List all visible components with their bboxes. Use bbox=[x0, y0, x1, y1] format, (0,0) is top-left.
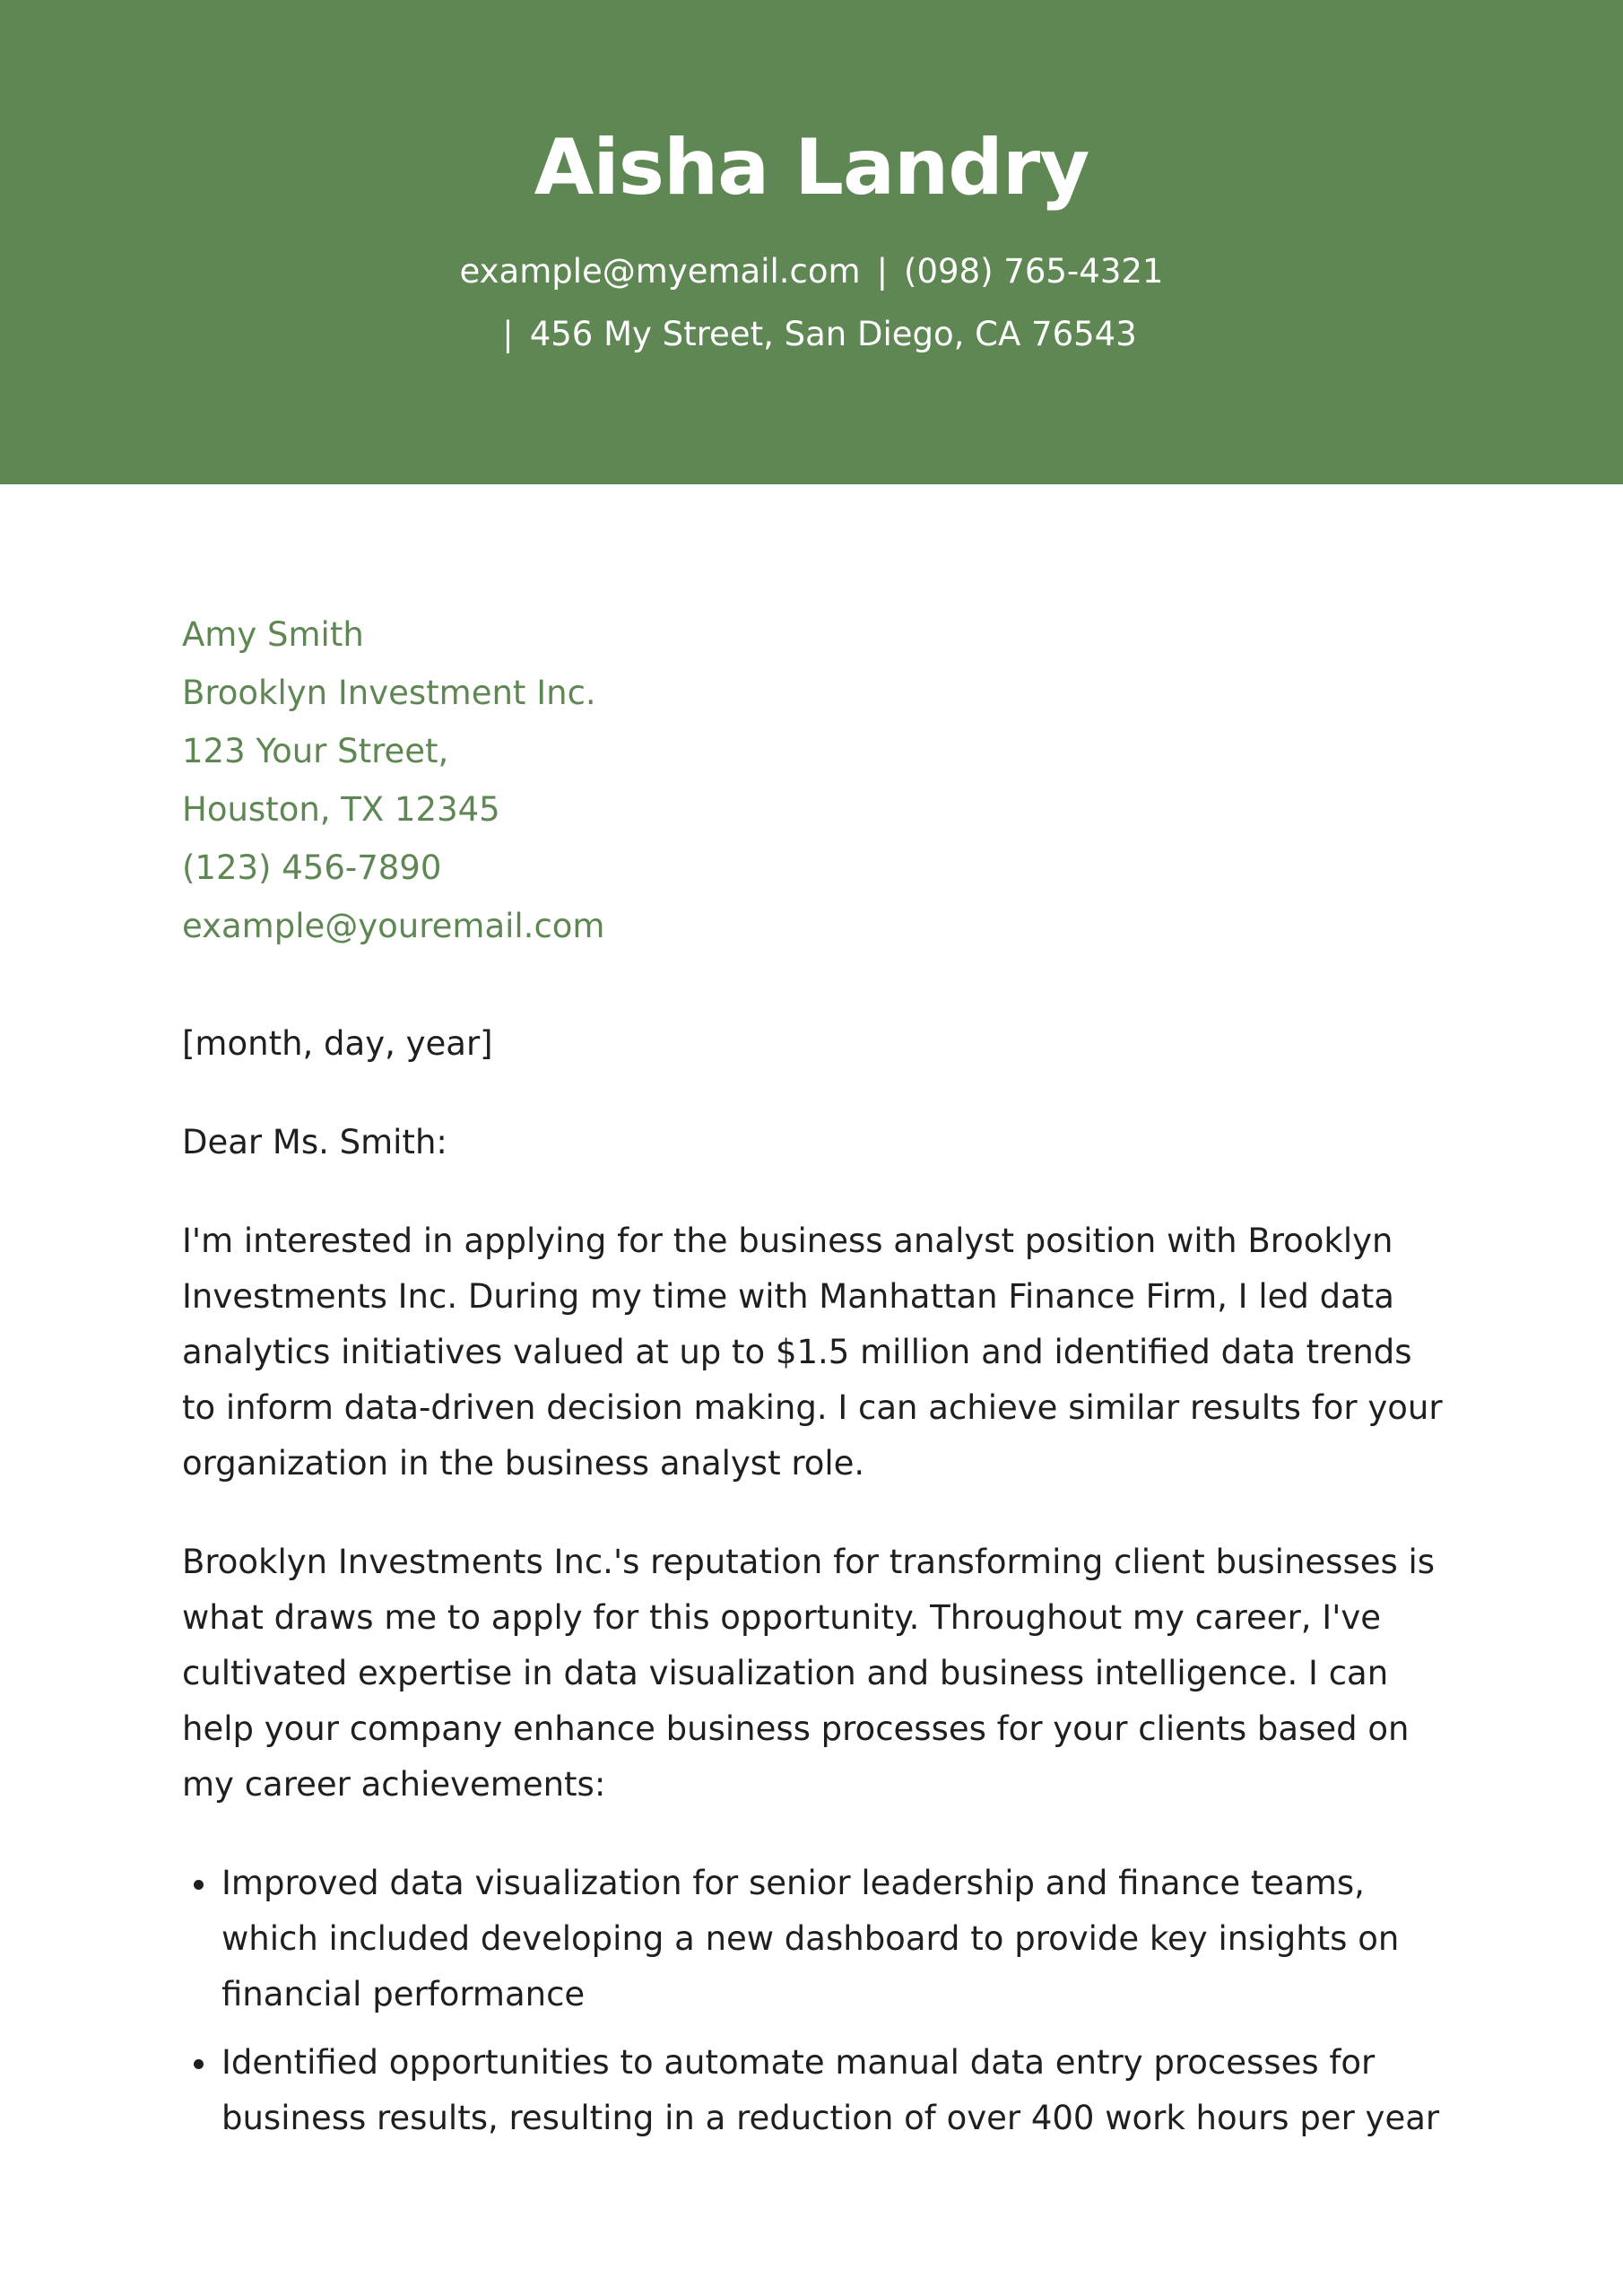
paragraph-intro: I'm interested in applying for the business analyst position with Brooklyn Investments Inc. During my time with Manhattan Finance Firm, I led data analytics initiatives valued at up to $1.5 million and identified data trends to inform data-driven decision making. I can achieve similar results for your organization in the business analyst role. bbox=[182, 1222, 1443, 1483]
recipient-email: example@youremail.com bbox=[182, 907, 605, 945]
letter-header bbox=[0, 0, 1623, 484]
recipient-block bbox=[182, 605, 1446, 955]
sender-name: Aisha Landry bbox=[534, 123, 1089, 213]
recipient-company: Brooklyn Investment Inc. bbox=[182, 674, 596, 712]
achievement-item: • Improved data visualization for senior leadership and finance teams, which included developing a new dashboard to provide key insights on financial performance bbox=[220, 1856, 1446, 2022]
recipient-phone: (123) 456-7890 bbox=[182, 848, 442, 887]
achievements-list bbox=[182, 1856, 1446, 2146]
recipient-name: Amy Smith bbox=[182, 615, 364, 654]
paragraph-motivation: Brooklyn Investments Inc.'s reputation for transforming client businesses is what draws me to apply for this opportunity. Throughout my career, I've cultivated expertise in data visualization and business intelligence. I can help your company enhance business processes for your clients based on my career achievements: bbox=[182, 1543, 1436, 1804]
sender-email: example@myemail.com bbox=[459, 252, 861, 291]
sender-contact-line-1 bbox=[0, 249, 1623, 294]
salutation: Dear Ms. Smith: bbox=[182, 1123, 447, 1161]
achievement-item: • Identified opportunities to automate manual data entry processes for business results, resulting in a reduction of over 400 work hours per year bbox=[220, 2035, 1446, 2146]
letter-date: [month, day, year] bbox=[182, 1024, 493, 1063]
contact-separator: | bbox=[876, 252, 889, 291]
sender-contact-line-2 bbox=[0, 312, 1623, 357]
recipient-street: 123 Your Street, bbox=[182, 732, 449, 770]
recipient-city: Houston, TX 12345 bbox=[182, 790, 500, 829]
contact-separator: | bbox=[502, 315, 514, 353]
letter-body bbox=[182, 605, 1446, 2159]
sender-address: 456 My Street, San Diego, CA 76543 bbox=[529, 315, 1137, 353]
sender-phone: (098) 765-4321 bbox=[904, 252, 1164, 291]
